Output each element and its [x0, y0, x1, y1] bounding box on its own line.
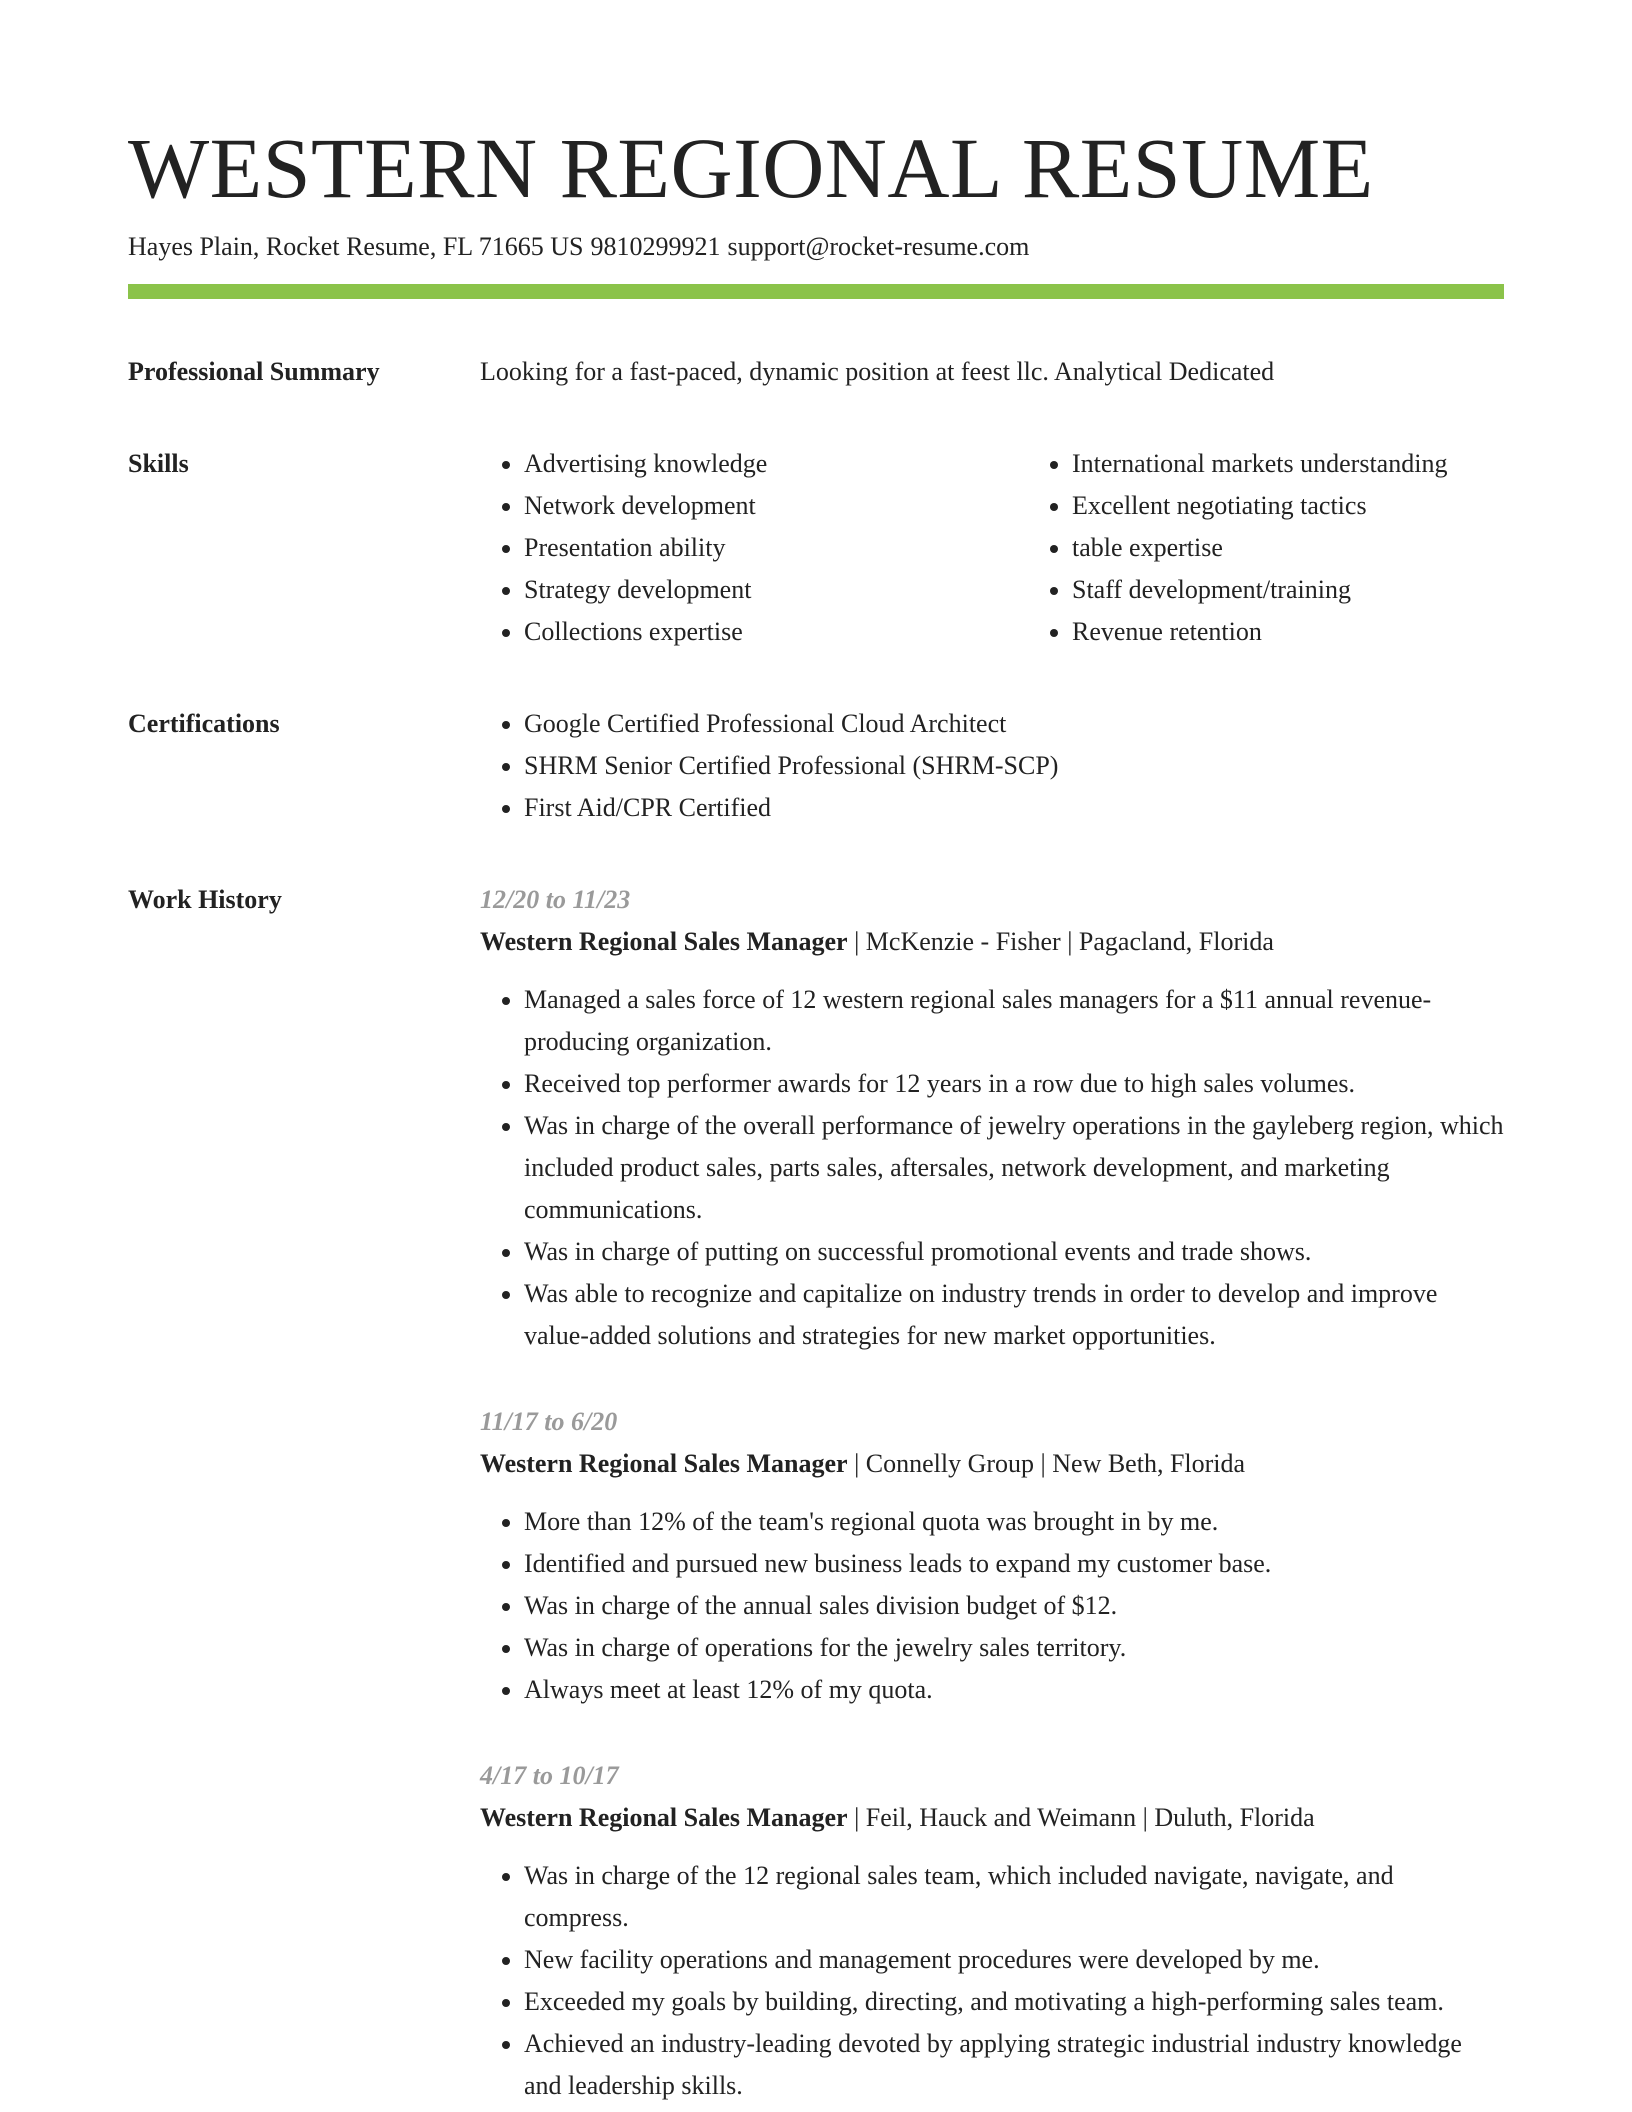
summary-text: Looking for a fast-paced, dynamic position at feest llc. Analytical Dedicated — [480, 357, 1275, 386]
certifications-section — [128, 703, 1504, 829]
job-title: Western Regional Sales Manager — [480, 927, 848, 956]
job-details: | Connelly Group | New Beth, Florida — [847, 1449, 1246, 1478]
job-bullet: • More than 12% of the team's regional quota was brought in by me. — [524, 1501, 1504, 1543]
job-bullets — [480, 1501, 1504, 1711]
job-entry — [480, 1401, 1504, 1711]
job-heading — [480, 1443, 1504, 1485]
job-bullet: • Was in charge of operations for the jewelry sales territory. — [524, 1627, 1504, 1669]
certification-item: • First Aid/CPR Certified — [524, 787, 1504, 829]
skill-item: • Staff development/training — [1072, 569, 1504, 611]
job-bullet: • Was able to recognize and capitalize on industry trends in order to develop and improve value-added solutions and strategies for new market opportunities. — [524, 1273, 1504, 1357]
job-bullet: • Managed a sales force of 12 western regional sales managers for a $11 annual revenue-producing organization. — [524, 979, 1504, 1063]
job-bullet: • Received top performer awards for 12 years in a row due to high sales volumes. — [524, 1063, 1504, 1105]
certifications-list — [480, 703, 1504, 829]
job-bullet: • Exceeded my goals by building, directing, and motivating a high-performing sales team. — [524, 1981, 1504, 2023]
job-entry — [480, 1755, 1504, 2107]
skill-item: • Excellent negotiating tactics — [1072, 485, 1504, 527]
job-title: Western Regional Sales Manager — [480, 1803, 848, 1832]
summary-section — [128, 351, 1504, 393]
skill-item: • Strategy development — [524, 569, 1028, 611]
skills-label: Skills — [128, 449, 189, 478]
job-bullet: • New facility operations and management procedures were developed by me. — [524, 1939, 1504, 1981]
skill-item: • Presentation ability — [524, 527, 1028, 569]
skill-item: • International markets understanding — [1072, 443, 1504, 485]
job-bullet: • Was in charge of putting on successful promotional events and trade shows. — [524, 1231, 1504, 1273]
job-details: | McKenzie - Fisher | Pagacland, Florida — [847, 927, 1274, 956]
job-dates: 4/17 to 10/17 — [480, 1761, 619, 1790]
job-bullet: • Was in charge of the annual sales division budget of $12. — [524, 1585, 1504, 1627]
resume-page — [128, 118, 1504, 2107]
certification-item: • SHRM Senior Certified Professional (SHRM-SCP) — [524, 745, 1504, 787]
job-bullet: • Identified and pursued new business leads to expand my customer base. — [524, 1543, 1504, 1585]
certification-item: • Google Certified Professional Cloud Architect — [524, 703, 1504, 745]
contact-address: Hayes Plain, Rocket Resume, FL 71665 US — [128, 232, 584, 261]
skill-item: • Collections expertise — [524, 611, 1028, 653]
job-title: Western Regional Sales Manager — [480, 1449, 848, 1478]
job-bullet: • Achieved an industry-leading devoted by applying strategic industrial industry knowledge and leadership skills. — [524, 2023, 1504, 2107]
job-bullets — [480, 1855, 1504, 2107]
contact-line — [128, 230, 1504, 264]
job-bullet: • Was in charge of the 12 regional sales team, which included navigate, navigate, and compress. — [524, 1855, 1504, 1939]
job-details: | Feil, Hauck and Weimann | Duluth, Florida — [847, 1803, 1315, 1832]
skill-item: • Advertising knowledge — [524, 443, 1028, 485]
skill-item: • Revenue retention — [1072, 611, 1504, 653]
resume-name: WESTERN REGIONAL RESUME — [128, 120, 1374, 216]
certifications-label: Certifications — [128, 709, 280, 738]
skill-item: • Network development — [524, 485, 1028, 527]
contact-email: support@rocket-resume.com — [727, 232, 1030, 261]
skills-list-right — [1028, 443, 1504, 653]
job-heading — [480, 1797, 1504, 1839]
skill-item: • table expertise — [1072, 527, 1504, 569]
work-history-label: Work History — [128, 885, 282, 914]
work-history-section — [128, 879, 1504, 2107]
job-bullets — [480, 979, 1504, 1357]
job-entry — [480, 879, 1504, 1357]
job-dates: 11/17 to 6/20 — [480, 1407, 618, 1436]
job-bullet: • Was in charge of the overall performance of jewelry operations in the gayleberg region, which included product sales, parts sales, aftersales, network development, and marketing communications. — [524, 1105, 1504, 1231]
summary-label: Professional Summary — [128, 357, 380, 386]
job-bullet: • Always meet at least 12% of my quota. — [524, 1669, 1504, 1711]
contact-phone: 9810299921 — [590, 232, 721, 261]
skills-list-left — [480, 443, 1028, 653]
header-divider — [128, 284, 1504, 299]
job-heading — [480, 921, 1504, 963]
skills-section — [128, 443, 1504, 653]
job-dates: 12/20 to 11/23 — [480, 885, 631, 914]
